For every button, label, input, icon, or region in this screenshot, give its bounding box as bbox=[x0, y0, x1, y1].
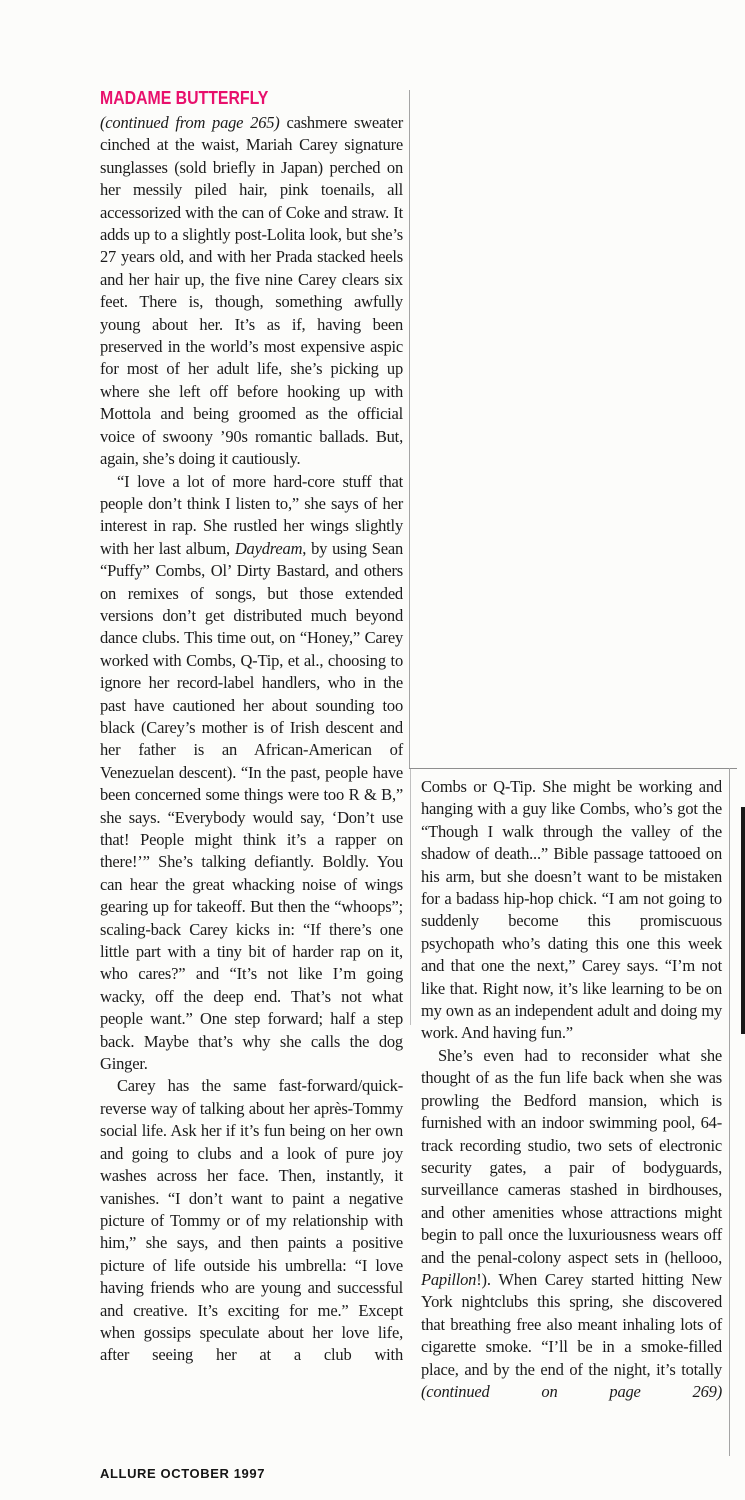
italic-text-run: Daydream bbox=[234, 538, 303, 558]
paragraph bbox=[100, 1075, 403, 1366]
paragraph bbox=[421, 1045, 722, 1404]
text-run: , by using Sean “Puffy” Combs, Ol’ Dirty Bastard, and others on remixes of songs, but those extended versions don’t get distributed much beyond dance clubs. This time out, on “Honey,” Carey worked with Combs, Q-Tip, et al., choosing to ignore her record-label handlers, who in the past have cautioned her about sounding too black (Carey’s mother is of Irish descent and her father is an African-American of Venezuelan descent). “In the past, people have been concerned some things were too R & B,” she says. “Everybody would say, ‘Don’t use that! People might think it’s a rapper on there!’” She’s talking defiantly. Boldly. You can hear the great whacking noise of wings gearing up for takeoff. But then the “whoops”; scaling-back Carey kicks in: “If there’s one little part with a tiny bit of harder rap on it, who cares?” and “It’s not like I’m going wacky, off the deep end. That’s not what people want.” One step forward; half a step back. Maybe that’s why she calls the dog Ginger. bbox=[100, 538, 403, 1074]
text-run: Combs or Q-Tip. She might be working and hanging with a guy like Combs, who’s got the “Though I walk through the valley of the shadow of death...” Bible passage tattooed on his arm, but she doesn’t want to be mistaken for a badass hip-hop chick. “I am not going to suddenly become this promiscuous psychopath who’s dating this one this week and that one the next,” Carey says. “I’m not like that. Right now, it’s like learning to be on my own as an independent adult and doing my work. And having fun.” bbox=[421, 777, 722, 1043]
right-column-right-rule bbox=[729, 768, 730, 1456]
column-divider-rule bbox=[409, 90, 410, 769]
italic-text-run: (continued on page 269) bbox=[421, 1381, 722, 1401]
right-column-left-rule bbox=[410, 769, 411, 1025]
page-footer: ALLURE OCTOBER 1997 bbox=[100, 1466, 266, 1481]
right-column bbox=[421, 776, 722, 1466]
text-run: cashmere sweater cinched at the waist, Mariah Carey signature sunglasses (sold briefly in Japan) perched on her messily piled hair, pink toenails, all accessorized with the can of Coke and straw. It adds up to a slightly post-Lolita look, but she’s 27 years old, and with her Prada stacked heels and her hair up, the five nine Carey clears six feet. There is, though, something awfully young about her. It’s as if, having been preserved in the world’s most expensive aspic for most of her adult life, she’s picking up where she left off before hooking up with Mottola and being groomed as the official voice of swoony ’90s romantic ballads. But, again, she’s doing it cautiously. bbox=[100, 113, 403, 469]
text-run: Carey has the same fast-forward/quick-reverse way of talking about her après-Tommy social life. Ask her if it’s fun being on her own and going to clubs and a look of pure joy washes across her face. Then, instantly, it vanishes. “I don’t want to paint a negative picture of Tommy or of my relationship with him,” she says, and then paints a positive picture of life outside his umbrella: “I love having friends who are young and successful and creative. It’s exciting for me.” Except when gossips speculate about her love life, after seeing her at a club with bbox=[100, 1076, 403, 1365]
page-edge-artifact bbox=[741, 807, 745, 1034]
paragraph bbox=[421, 776, 722, 1045]
italic-text-run: Papillon bbox=[421, 1269, 477, 1289]
paragraph bbox=[100, 471, 403, 1076]
text-run: She’s even had to reconsider what she thought of as the fun life back when she was prowling the Bedford mansion, which is furnished with an indoor swimming pool, 64-track recording studio, two sets of electronic security gates, a pair of bodyguards, surveillance cameras stashed in birdhouses, and other amenities whose attractions might begin to pall once the luxuriousness wears off and the penal-colony aspect sets in (hellooo, bbox=[421, 1045, 722, 1267]
text-run: !). When Carey started hitting New York nightclubs this spring, she discovered that breathing free also meant inhaling lots of cigarette smoke. “I’ll be in a smoke-filled place, and by the end of the night, it’s totally bbox=[421, 1269, 722, 1379]
left-column bbox=[100, 112, 403, 1462]
paragraph bbox=[100, 112, 403, 471]
right-column-top-rule bbox=[409, 768, 737, 769]
text-run: “I love a lot of more hard-core stuff that people don’t think I listen to,” she says of her interest in rap. She rustled her wings slightly with her last album, bbox=[100, 471, 403, 558]
italic-text-run: (continued from page 265) bbox=[100, 113, 287, 132]
article-headline: MADAME BUTTERFLY bbox=[100, 88, 269, 108]
